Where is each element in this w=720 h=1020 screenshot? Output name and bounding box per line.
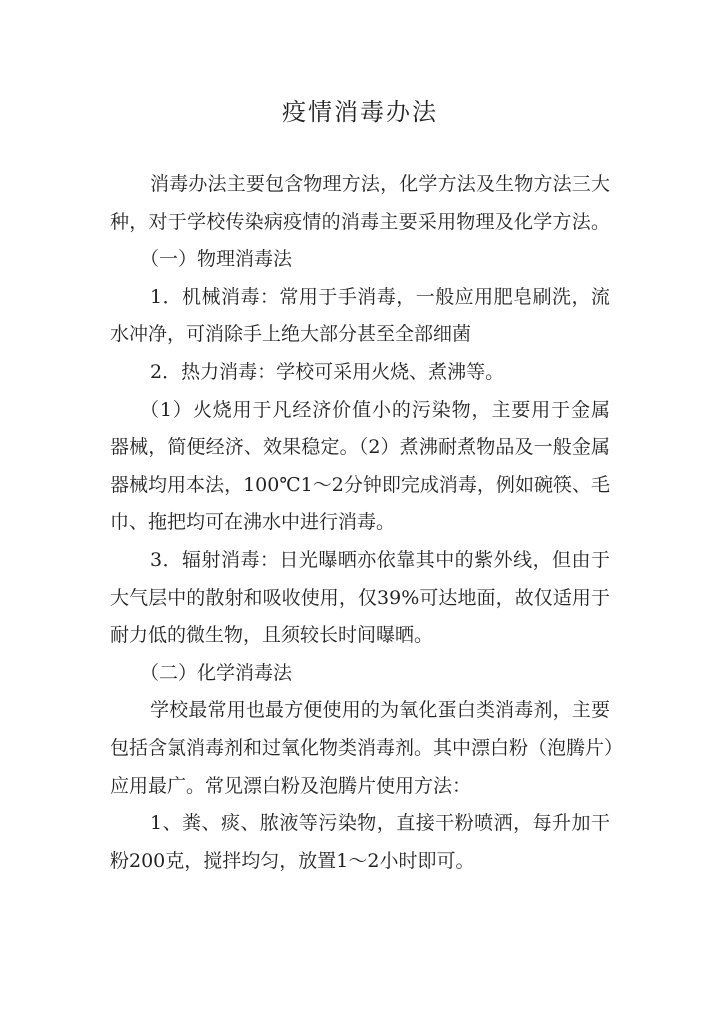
paragraph-line: 巾、拖把均可在沸水中进行消毒。 <box>110 511 396 534</box>
section-heading: （二）化学消毒法 <box>140 661 293 684</box>
paragraph-line: 水冲净，可消除手上绝大部分甚至全部细菌 <box>110 323 472 346</box>
paragraph-line: 1、粪、痰、脓液等污染物，直接干粉喷洒，每升加干 <box>150 812 610 835</box>
paragraph-line: 3．辐射消毒：日光曝晒亦依靠其中的紫外线，但由于 <box>150 548 610 571</box>
paragraph-line: 应用最广。常见漂白粉及泡腾片使用方法： <box>110 774 472 797</box>
paragraph-line: 2．热力消毒：学校可采用火烧、煮沸等。 <box>150 360 505 383</box>
document-title: 疫情消毒办法 <box>282 98 438 126</box>
section-heading: （一）物理消毒法 <box>140 248 293 271</box>
paragraph-line: 粉200克，搅拌均匀，放置1～2小时即可。 <box>110 849 475 872</box>
paragraph-line: 包括含氯消毒剂和过氧化物类消毒剂。其中漂白粉（泡腾片） <box>110 736 624 759</box>
document-body <box>110 166 624 880</box>
paragraph-line: 种，对于学校传染病疫情的消毒主要采用物理及化学方法。 <box>110 210 610 233</box>
paragraph-line: 学校最常用也最方便使用的为氧化蛋白类消毒剂，主要 <box>150 699 610 722</box>
paragraph-line: 器械均用本法，100℃1～2分钟即完成消毒，例如碗筷、毛 <box>110 473 610 496</box>
paragraph-line: （1）火烧用于凡经济价值小的污染物，主要用于金属 <box>140 398 610 421</box>
paragraph-line: 消毒办法主要包含物理方法，化学方法及生物方法三大 <box>150 173 610 195</box>
paragraph-line: 耐力低的微生物，且须较长时间曝晒。 <box>110 624 434 647</box>
paragraph-line: 器械，简便经济、效果稳定。（2）煮沸耐煮物品及一般金属 <box>110 436 610 459</box>
paragraph-line: 1．机械消毒：常用于手消毒，一般应用肥皂刷洗，流 <box>150 285 610 308</box>
paragraph-line: 大气层中的散射和吸收使用，仅39%可达地面，故仅适用于 <box>110 586 610 609</box>
